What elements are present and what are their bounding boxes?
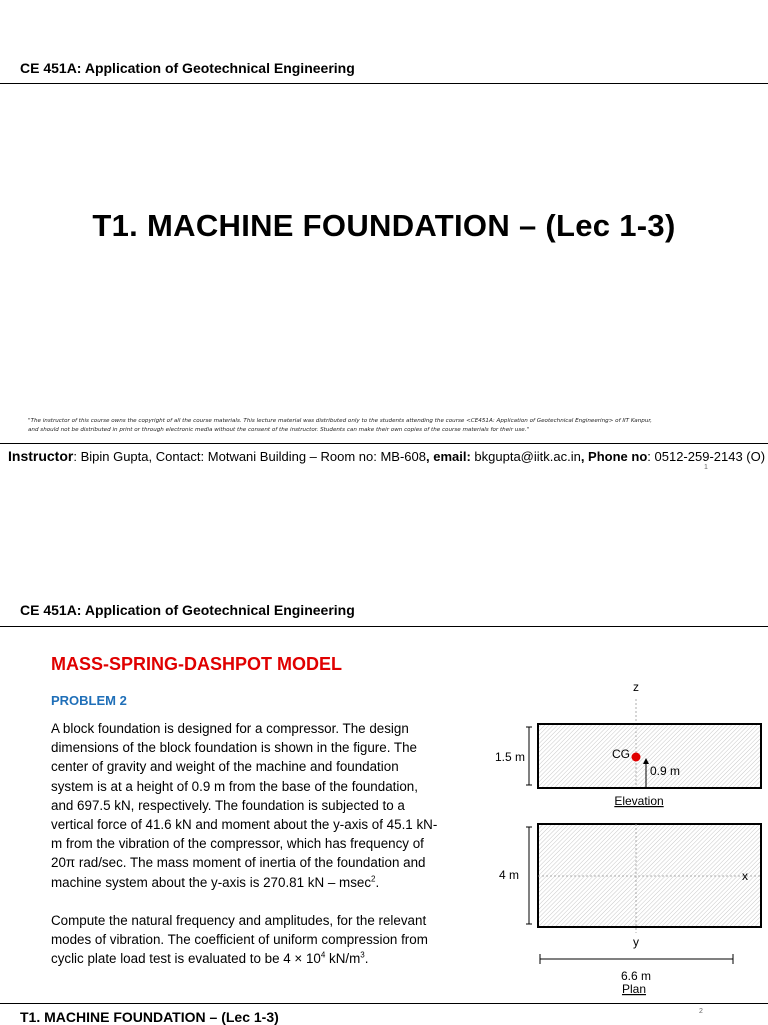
para1-last-line [51, 873, 481, 892]
para2-sup2: 3 [360, 950, 365, 960]
section-title: MASS-SPRING-DASHPOT MODEL [51, 654, 343, 674]
width-label: 4 m [499, 868, 520, 882]
length-label: 6.6 m [620, 969, 652, 983]
para1-line: dimensions of the block foundation is shown in the figure. The [51, 740, 417, 756]
para2-last-line [51, 949, 481, 968]
instructor-line [8, 448, 765, 464]
para2-last-text: cyclic plate load test is evaluated to be 4 × 10 [51, 951, 321, 967]
phone-value: : 0512-259-2143 (O) [647, 449, 766, 464]
problem-paragraph-2 [51, 911, 481, 969]
phone-label: , Phone no [580, 449, 648, 464]
para1-line: 20π rad/sec. The mass moment of inertia of the foundation and [51, 855, 426, 871]
header-rule-2 [0, 626, 768, 627]
para1-line: and 697.5 kN, respectively. The foundation is subjected to a [51, 797, 405, 813]
para1-line: vertical force of 41.6 kN and moment about the y-axis of 45.1 kN- [51, 817, 438, 833]
z-axis-label: z [633, 680, 639, 694]
problem-label: PROBLEM 2 [51, 693, 127, 708]
cg-label: CG [612, 747, 630, 761]
para1-line: m from the vibration of the compressor, which has frequency of [51, 836, 424, 852]
para2-mid: kN/m [325, 951, 361, 967]
para1-line: system is at a height of 0.9 m from the base of the foundation, [51, 778, 418, 794]
copyright-line-2: and should not be distributed in print or through electronic media without the consent of the instructor. Students can make their own copies of the course materials for their use." [28, 427, 530, 433]
para2-line: Compute the natural frequency and amplitudes, for the relevant [51, 913, 427, 928]
copyright-line-1: "The instructor of this course owns the copyright of all the course materials. This lecture material was distributed only to the students attending the course <CE451A: Application of Geotechnical Engineering> of IIT Kanpur, [28, 418, 652, 424]
para2-line: modes of vibration. The coefficient of uniform compression from [51, 932, 428, 948]
header-rule [0, 83, 768, 84]
para1-line: A block foundation is designed for a compressor. The design [51, 721, 409, 736]
instructor-label: Instructor [8, 448, 74, 464]
page-number-1: 1 [704, 464, 708, 471]
para1-last-text: machine system about the y-axis is 270.81 kN – msec [51, 874, 372, 890]
page-number-2: 2 [699, 1008, 703, 1015]
course-header: CE 451A: Application of Geotechnical Engineering [20, 60, 355, 76]
cg-point-icon [632, 753, 641, 762]
copyright-notice [28, 417, 748, 435]
para1-line: center of gravity and weight of the machine and foundation [51, 759, 399, 775]
elevation-caption: Elevation [614, 794, 664, 808]
x-axis-label: x [742, 869, 748, 883]
para1-end: . [375, 874, 380, 890]
plan-caption: Plan [621, 982, 647, 996]
course-header-2: CE 451A: Application of Geotechnical Engineering [20, 602, 355, 618]
contact-label: Contact: [152, 449, 205, 464]
instructor-name: : Bipin Gupta, [73, 449, 153, 464]
email-value[interactable]: bkgupta@iitk.ac.in [470, 449, 581, 464]
plan-block [538, 824, 761, 927]
elevation-block [538, 724, 761, 788]
email-label: , email: [426, 449, 471, 464]
foundation-figure [480, 675, 768, 1000]
footer-title: T1. MACHINE FOUNDATION – (Lec 1-3) [20, 1009, 279, 1025]
instructor-rule [0, 443, 768, 444]
slide-title: T1. MACHINE FOUNDATION – (Lec 1-3) [92, 208, 676, 243]
problem-paragraph-1 [51, 719, 481, 892]
height-label: 1.5 m [495, 750, 526, 764]
y-axis-label: y [633, 935, 639, 949]
cg-height-label: 0.9 m [650, 764, 681, 778]
footer-rule [0, 1003, 768, 1004]
contact-value: Motwani Building – Room no: MB-608 [204, 449, 426, 464]
para2-end: . [364, 951, 369, 967]
para1-sup: 2 [371, 874, 376, 884]
para2-sup: 4 [320, 950, 326, 960]
